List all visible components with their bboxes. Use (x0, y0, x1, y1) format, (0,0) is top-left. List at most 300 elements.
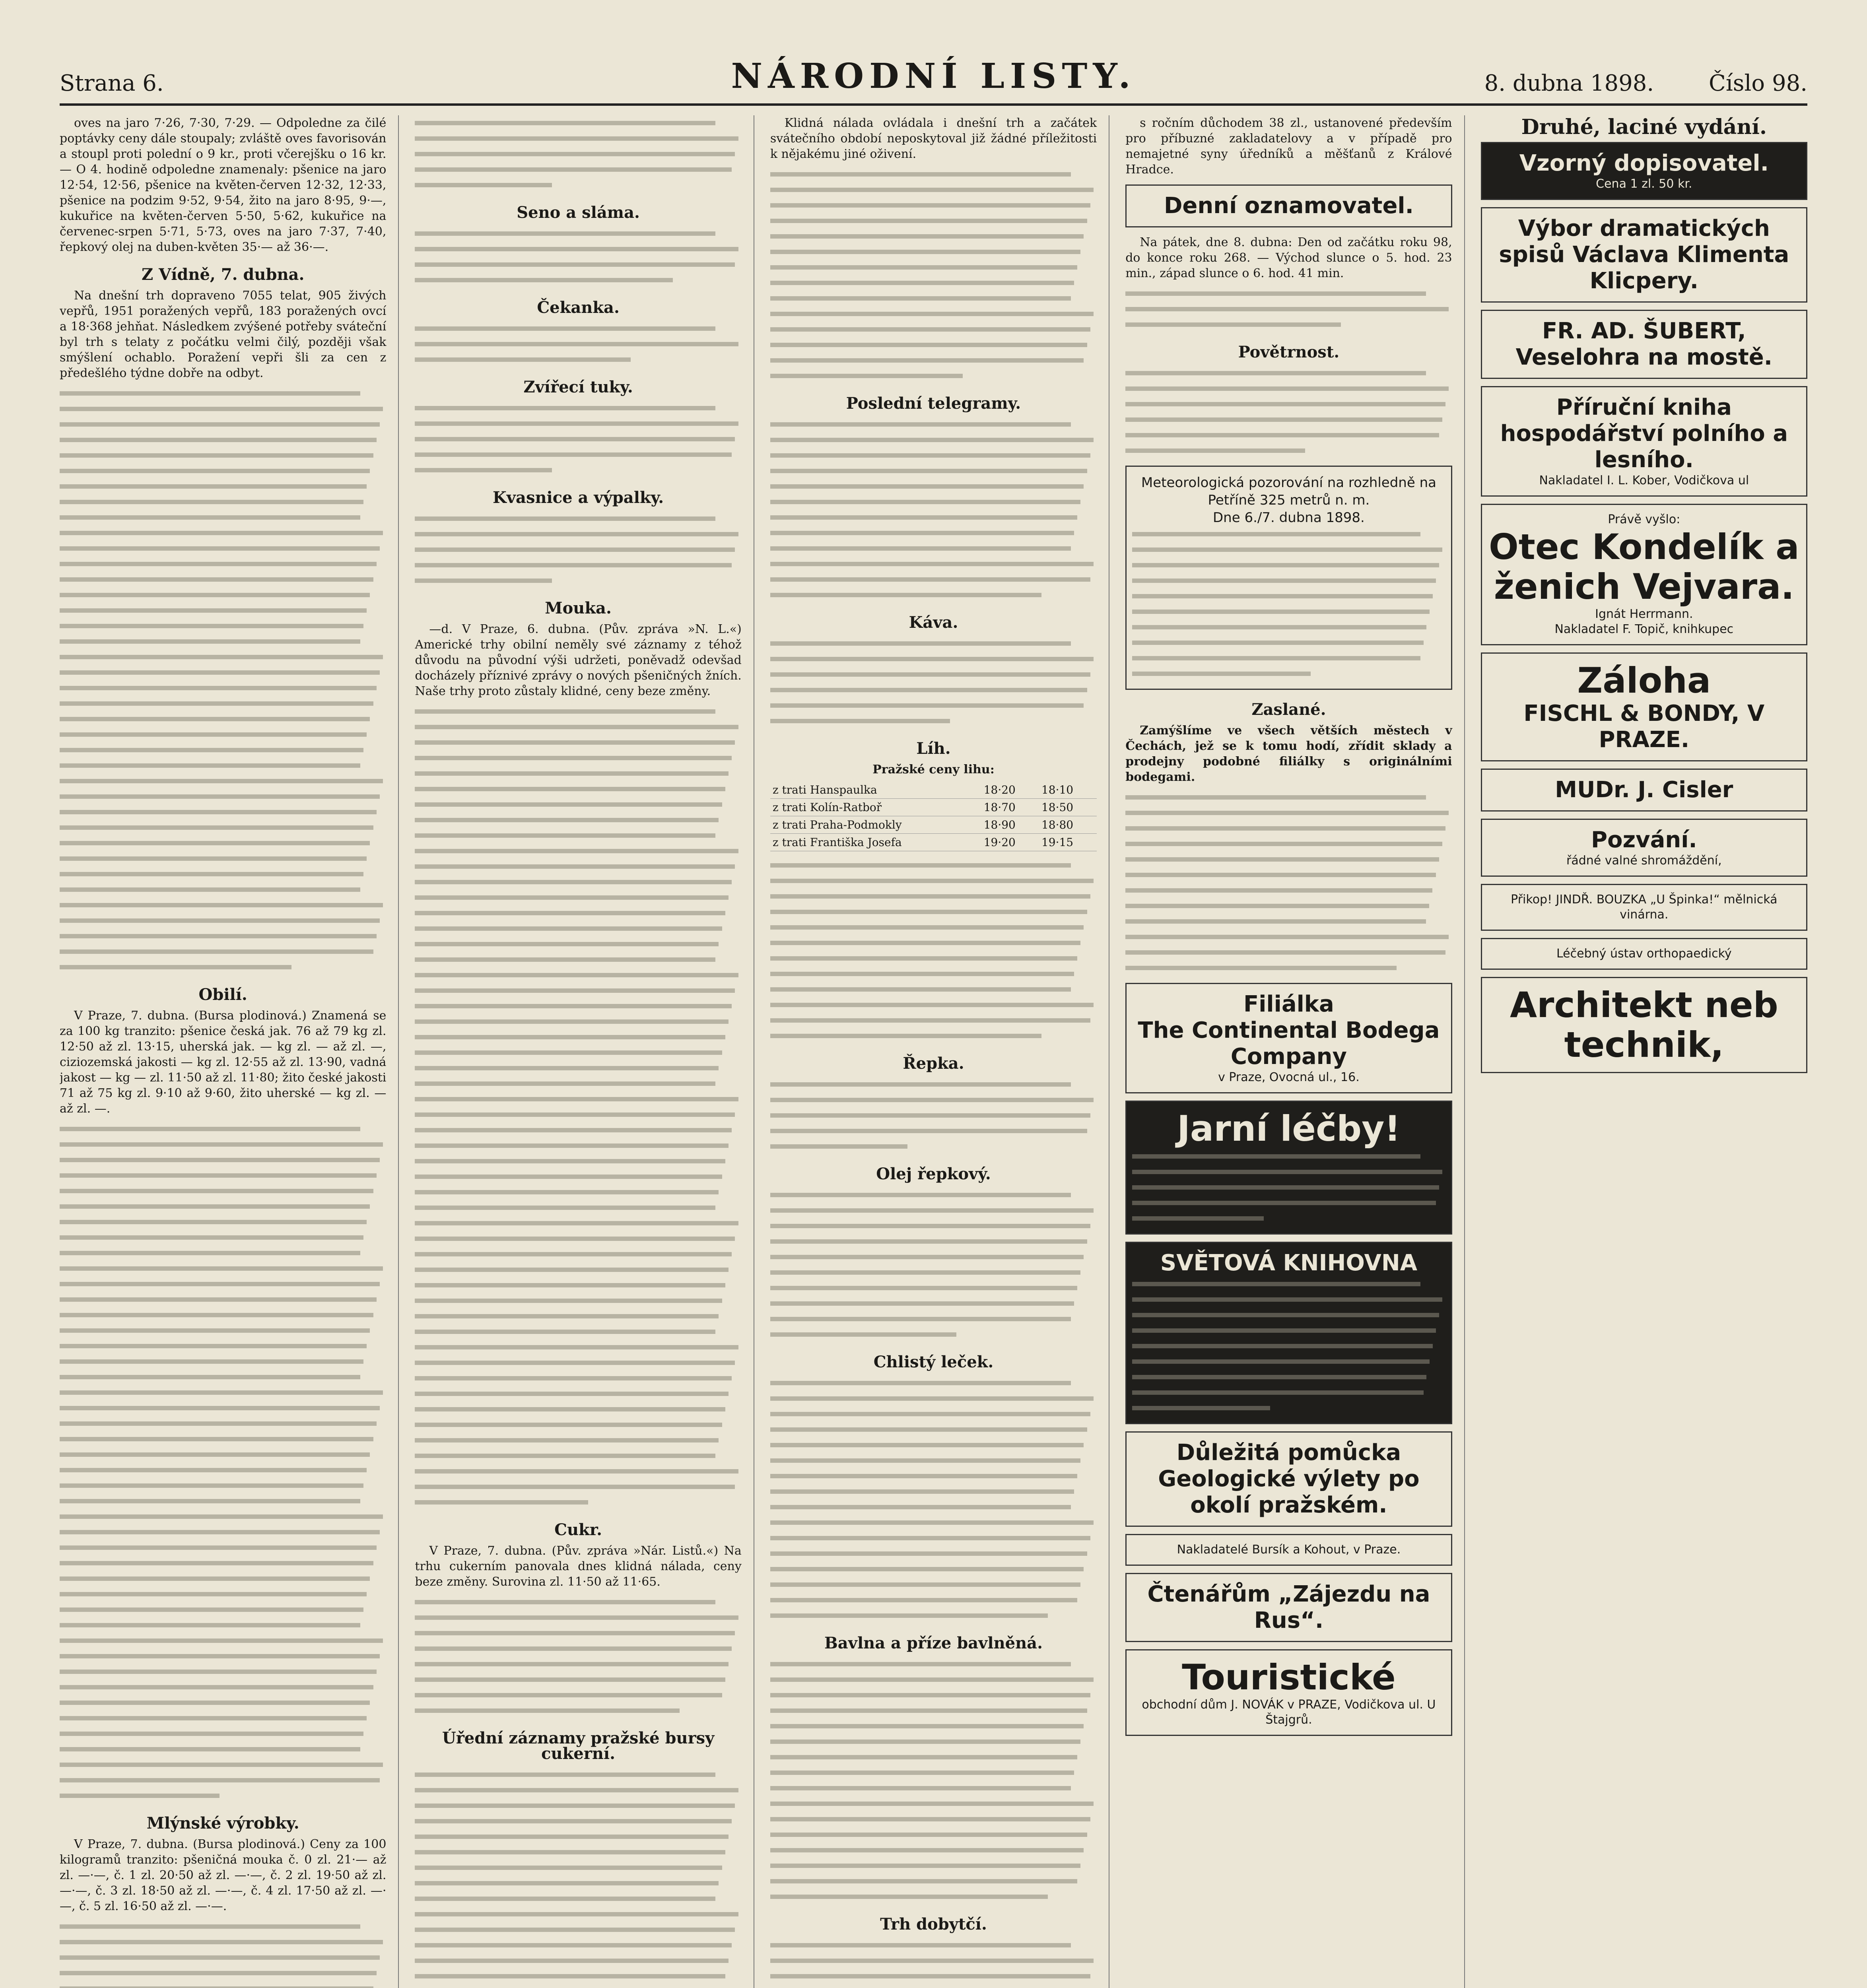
text-line (60, 1230, 386, 1245)
grain-report-paragraph: V Praze, 7. dubna. (Bursa plodinová.) Znamená se za 100 kg tranzito: pšenice česká jak. 76 až 79 kg zl. 12·50 až zl. 13·15, uherská jak. — kg zl. — až zl. —, ciziozemská jakosti — kg zl. 12·55 až zl. 13·90, vadná jakost — kg — zl. 11·50 až zl. 11·80; žito české jakosti 71 až 75 kg zl. 9·10 až 9·60, žito uherské — kg zl. — až zl. —. (60, 1009, 387, 1116)
text-line (1132, 1164, 1445, 1180)
text-line (415, 1340, 741, 1355)
russia-trip-title: Čtenářům „Zájezdu na Rus“. (1147, 1581, 1430, 1633)
text-line (415, 967, 741, 983)
text-line (770, 1406, 1097, 1422)
text-line (415, 843, 741, 859)
text-line (770, 229, 1097, 244)
text-line (60, 1276, 386, 1292)
text-line (60, 1183, 386, 1199)
table-cell: 18·90 (981, 816, 1039, 834)
text-line (770, 463, 1097, 479)
text-line (60, 541, 386, 556)
column-5 (1481, 115, 1807, 1988)
text-line (770, 1391, 1097, 1406)
text-line (60, 1555, 386, 1571)
text-filler (415, 321, 741, 367)
text-line (60, 1168, 386, 1183)
text-line (60, 680, 386, 696)
bodega-ad-address: v Praze, Ovocná ul., 16. (1218, 1070, 1360, 1084)
text-line (415, 1433, 741, 1448)
text-line (415, 1875, 741, 1891)
text-line (770, 1234, 1097, 1249)
text-line (60, 1602, 386, 1617)
text-line (1132, 1354, 1445, 1369)
meteorology-box (1125, 466, 1452, 690)
text-line (770, 1718, 1097, 1734)
text-line (1125, 821, 1452, 836)
text-line (415, 400, 741, 416)
text-line (415, 557, 741, 573)
spirits-price-table (770, 781, 1097, 851)
text-line (770, 1327, 1097, 1342)
text-line (415, 905, 741, 921)
text-line (415, 1625, 741, 1641)
text-line (60, 417, 386, 432)
text-line (770, 1780, 1097, 1796)
text-line (415, 952, 741, 967)
text-line (60, 1788, 386, 1804)
text-line (770, 1203, 1097, 1218)
text-line (770, 873, 1097, 889)
text-line (1125, 427, 1452, 443)
kondelik-author: Ignát Herrmann. (1595, 607, 1693, 621)
text-line (770, 1296, 1097, 1311)
text-line (770, 651, 1097, 667)
text-line (415, 890, 741, 905)
market-report-intro: oves na jaro 7·26, 7·30, 7·29. — Odpoledne za čilé poptávky ceny dále stoupaly; zvláště oves favorisován a stoupl proti polední o 9 kr., proti včerejšku o 16 kr. — O 4. hodině odpoledne znamenaly: pšenice na jaro 12·54, 12·56, pšenice na květen-červen 12·32, 12·33, pšenice na podzim 9·52, 9·54, žito na jaro 8·95, 9·—, kukuřice na květen-červen 5·50, 5·62, kukuřice na červenec-srpen 5·71, 5·73, oves na jaro 7·37, 7·40, řepkový olej na duben-květen 35·— až 36·—. (60, 116, 387, 254)
text-line (1125, 867, 1452, 883)
text-line (770, 904, 1097, 920)
text-line (770, 1734, 1097, 1749)
text-line (1132, 635, 1445, 650)
text-line (415, 1906, 741, 1922)
page-number: Strana 6. (60, 70, 164, 96)
tourist-goods-store: obchodní dům J. NOVÁK v PRAZE, Vodičkova ul. U Štajgrů. (1142, 1698, 1436, 1727)
text-line (60, 1950, 386, 1965)
meteorology-title: Meteorologická pozorování na rozhledně na Petříně 325 metrů n. m. (1141, 475, 1436, 508)
text-line (60, 432, 386, 448)
text-line (415, 1014, 741, 1029)
text-line (415, 936, 741, 952)
text-filler (770, 858, 1097, 1044)
text-line (415, 1169, 741, 1184)
bodega-ad-title: The Continental Bodega Company (1138, 1017, 1440, 1070)
text-filler (1125, 790, 1452, 976)
text-line (1125, 396, 1452, 412)
text-line (60, 618, 386, 634)
text-line (415, 526, 741, 542)
geology-trips-title: Geologické výlety po okolí pražském. (1158, 1466, 1420, 1518)
text-line (770, 1249, 1097, 1265)
subert-ad (1481, 310, 1807, 379)
text-line (60, 479, 386, 494)
text-line (415, 1184, 741, 1200)
text-line (770, 432, 1097, 448)
text-line (60, 1664, 386, 1679)
table-cell: 18·20 (981, 781, 1039, 799)
text-line (415, 1045, 741, 1060)
text-line (770, 1938, 1097, 1953)
text-line (770, 1811, 1097, 1827)
text-line (60, 928, 386, 944)
text-line (770, 1827, 1097, 1842)
daily-notice-paragraph: Na pátek, dne 8. dubna: Den od začátku roku 98, do konce roku 268. — Východ slunce o 5. hod. 23 min., západ slunce o 6. hod. 41 min. (1125, 235, 1452, 280)
text-line (60, 494, 386, 510)
text-line (60, 401, 386, 417)
text-line (60, 1981, 386, 1988)
section-heading-lard: Chlistý leček. (873, 1353, 994, 1371)
text-line (1125, 945, 1452, 960)
text-line (415, 1984, 741, 1988)
column-2 (415, 115, 754, 1988)
section-heading-obili: Obilí. (198, 985, 247, 1004)
text-line (770, 1953, 1097, 1969)
page-header (60, 36, 1807, 106)
text-line (415, 1231, 741, 1246)
wine-bar-ad (1481, 884, 1807, 931)
text-line (415, 1703, 741, 1718)
text-line (415, 1829, 741, 1844)
text-line (415, 1309, 741, 1324)
text-line (415, 352, 741, 367)
text-line (770, 667, 1097, 682)
fischl-bondy-name: FISCHL & BONDY, V PRAZE. (1523, 701, 1765, 753)
text-line (415, 1860, 741, 1875)
text-line (770, 1092, 1097, 1108)
invitation-ad (1481, 819, 1807, 877)
text-line (415, 1891, 741, 1906)
text-line (415, 241, 741, 257)
section-heading-chicory: Čekanka. (537, 298, 620, 317)
text-line (415, 1246, 741, 1262)
text-line (60, 463, 386, 479)
spirits-table-title: Pražské ceny lihu: (872, 763, 995, 777)
section-heading-hay: Seno a sláma. (517, 203, 640, 222)
text-line (60, 758, 386, 773)
text-line (415, 1076, 741, 1091)
text-line (770, 1077, 1097, 1092)
text-filler (1132, 1276, 1445, 1416)
text-line (770, 525, 1097, 541)
text-line (415, 1277, 741, 1293)
text-line (1132, 1400, 1445, 1416)
text-filler (770, 1938, 1097, 1988)
section-heading-telegrams: Poslední telegramy. (846, 394, 1021, 413)
world-library-ad (1125, 1242, 1452, 1424)
klicpera-ad (1481, 207, 1807, 303)
text-line (770, 353, 1097, 368)
text-line (770, 1515, 1097, 1530)
text-line (60, 1121, 386, 1137)
text-line (60, 1137, 386, 1152)
text-line (415, 921, 741, 936)
text-line (770, 1123, 1097, 1139)
table-cell: 19·15 (1039, 834, 1097, 851)
text-line (415, 1687, 741, 1703)
text-line (60, 1509, 386, 1524)
text-line (770, 1703, 1097, 1718)
text-line (770, 1749, 1097, 1765)
text-line (60, 1540, 386, 1555)
orthopedic-title: Léčebný ústav orthopaedický (1556, 947, 1732, 961)
text-line (415, 1479, 741, 1495)
text-line (770, 337, 1097, 353)
text-line (770, 244, 1097, 260)
doctor-cisler-ad (1481, 769, 1807, 812)
text-line (770, 213, 1097, 229)
text-line (415, 1417, 741, 1433)
table-cell: 18·70 (981, 799, 1039, 816)
text-line (1132, 666, 1445, 681)
text-line (770, 448, 1097, 463)
section-heading-sugar-exchange: Úřední záznamy pražské bursy cukerní. (442, 1729, 715, 1763)
invitation-title: Pozvání. (1591, 827, 1697, 853)
section-heading-flour: Mouka. (545, 599, 612, 617)
text-line (60, 1323, 386, 1338)
text-line (1125, 805, 1452, 821)
text-line (60, 1245, 386, 1261)
text-line (60, 1965, 386, 1981)
text-line (1125, 301, 1452, 317)
text-line (60, 1633, 386, 1648)
text-line (1132, 1292, 1445, 1307)
text-line (415, 1386, 741, 1402)
text-line (770, 368, 1097, 384)
text-line (60, 1571, 386, 1586)
text-line (770, 1468, 1097, 1484)
agriculture-handbook-ad (1481, 386, 1807, 497)
text-line (415, 812, 741, 828)
subert-title: FR. AD. ŠUBERT, Veselohra na mostě. (1515, 318, 1772, 370)
text-line (770, 1484, 1097, 1499)
text-line (60, 1478, 386, 1493)
kober-publisher: Nakladatel I. L. Kober, Vodičkova ul (1539, 474, 1749, 487)
text-line (770, 1013, 1097, 1028)
general-meeting-text: řádné valné shromáždění, (1566, 854, 1722, 868)
model-letter-writer-ad (1481, 142, 1807, 200)
text-line (770, 636, 1097, 651)
section-heading-cattle: Trh dobytčí. (880, 1915, 987, 1934)
newspaper-page (60, 36, 1807, 1988)
text-line (770, 1608, 1097, 1623)
text-line (770, 556, 1097, 572)
text-line (770, 1561, 1097, 1577)
text-line (415, 1594, 741, 1610)
text-line (415, 1091, 741, 1107)
text-line (415, 1610, 741, 1625)
column-3 (770, 115, 1109, 1988)
text-line (60, 1617, 386, 1633)
text-filler (60, 386, 386, 975)
doctor-cisler-name: MUDr. J. Cisler (1555, 777, 1733, 803)
text-line (1125, 898, 1452, 914)
text-line (770, 1265, 1097, 1280)
text-line (770, 572, 1097, 587)
text-line (60, 510, 386, 525)
text-line (415, 462, 741, 478)
text-line (770, 682, 1097, 698)
text-line (770, 1672, 1097, 1687)
text-line (770, 1028, 1097, 1044)
text-line (770, 322, 1097, 337)
text-line (415, 431, 741, 447)
table-cell: 18·50 (1039, 799, 1097, 816)
text-line (415, 1464, 741, 1479)
spring-cure-ad (1125, 1101, 1452, 1235)
text-line (415, 1355, 741, 1371)
text-line (415, 1813, 741, 1829)
text-line (415, 1215, 741, 1231)
text-line (415, 1448, 741, 1464)
text-line (415, 1200, 741, 1215)
text-line (770, 1499, 1097, 1515)
text-line (770, 260, 1097, 275)
text-line (1132, 1307, 1445, 1323)
text-line (60, 882, 386, 897)
text-line (770, 1858, 1097, 1873)
meteorology-date: Dne 6./7. dubna 1898. (1213, 510, 1365, 526)
text-filler (1132, 526, 1445, 681)
market-mood-paragraph: Klidná nálada ovládala i dnešní trh a začátek svátečního období neposkytoval již žádné příležitosti k nějakému jiné oživení. (770, 116, 1097, 161)
text-filler (1125, 286, 1452, 332)
text-line (60, 1679, 386, 1695)
text-line (770, 1577, 1097, 1592)
klicpera-title: Výbor dramatických spisů Václava Klimenta Klicpery. (1499, 215, 1789, 294)
text-line (60, 1416, 386, 1431)
text-line (770, 713, 1097, 729)
table-cell: z trati Hanspaulka (770, 781, 981, 799)
text-line (415, 797, 741, 812)
text-line (60, 1726, 386, 1741)
text-filler (770, 1656, 1097, 1905)
text-line (415, 1969, 741, 1984)
text-line (60, 1214, 386, 1230)
text-line (770, 1453, 1097, 1468)
text-line (415, 447, 741, 462)
text-line (770, 275, 1097, 291)
text-line (60, 1261, 386, 1276)
loan-ad (1481, 652, 1807, 761)
text-line (60, 1447, 386, 1462)
text-line (60, 1338, 386, 1354)
text-line (60, 1354, 386, 1369)
text-line (1125, 443, 1452, 458)
text-line (770, 510, 1097, 525)
text-line (770, 479, 1097, 494)
text-line (770, 1984, 1097, 1988)
table-cell: z trati Praha-Podmokly (770, 816, 981, 834)
text-line (415, 750, 741, 766)
section-heading-spirits: Líh. (916, 739, 951, 758)
wine-bar-title: Přikop! JINDŘ. BOUZKA „U Špinka!“ mělnická vinárna. (1511, 893, 1778, 922)
text-line (770, 1592, 1097, 1608)
text-line (1132, 542, 1445, 557)
text-line (770, 1796, 1097, 1811)
text-line (415, 1495, 741, 1510)
table-cell: 18·10 (1039, 781, 1097, 799)
text-line (415, 416, 741, 431)
text-line (415, 1844, 741, 1860)
text-line (415, 146, 741, 162)
text-line (1132, 1323, 1445, 1338)
table-row (770, 781, 1097, 799)
section-heading-rapeseed: Řepka. (903, 1054, 964, 1073)
text-line (60, 1773, 386, 1788)
text-line (415, 1656, 741, 1672)
newspaper-title: NÁRODNÍ LISTY. (731, 56, 1136, 96)
kondelik-title: Otec Kondelík a ženich Vejvara. (1489, 526, 1799, 607)
section-heading-cotton: Bavlna a příze bavlněná. (824, 1634, 1043, 1652)
bodega-ad-subtitle: Filiálka (1243, 991, 1334, 1017)
text-line (415, 272, 741, 288)
text-line (770, 951, 1097, 966)
text-line (1125, 412, 1452, 427)
text-line (770, 541, 1097, 556)
text-line (415, 131, 741, 146)
tourist-goods-ad (1125, 1649, 1452, 1736)
text-line (60, 1307, 386, 1323)
world-library-title: SVĚTOVÁ KNIHOVNA (1160, 1250, 1418, 1276)
text-line (60, 1648, 386, 1664)
text-line (1125, 929, 1452, 945)
topic-publisher: Nakladatel F. Topič, knihkupec (1554, 622, 1734, 636)
flour-report-paragraph: —d. V Praze, 6. dubna. (Pův. zpráva »N. L.«) Americké trhy obilní neměly své záznamy z téhož důvodu na původní výši udržeti, poněvadž odevšad docházely příznivé zprávy o nových pšeničných žních. Naše trhy proto zůstaly klidné, ceny beze změny. (415, 622, 742, 698)
text-line (1132, 604, 1445, 619)
text-line (770, 858, 1097, 873)
table-cell: z trati Františka Josefa (770, 834, 981, 851)
text-line (770, 1139, 1097, 1154)
text-line (415, 1029, 741, 1045)
text-line (60, 1385, 386, 1400)
text-filler (770, 636, 1097, 729)
agriculture-handbook-title: Příruční kniha hospodářství polního a lesního. (1500, 394, 1788, 473)
text-line (60, 1431, 386, 1447)
market-report-paragraph: Na dnešní trh dopraveno 7055 telat, 905 živých vepřů, 1951 poražených vepřů, 183 poražených ovcí a 18·368 jehňat. Následkem zvýšené potřeby sváteční byl trh s telaty z počátku velmi čilý, později však smýšlení ochablo. Poražení vepři šli za cen z předešlého týdne dobře na odbyt. (60, 289, 387, 380)
text-line (770, 198, 1097, 213)
daily-notice-box (1125, 184, 1452, 227)
text-line (60, 897, 386, 913)
text-line (60, 913, 386, 928)
sugar-report-paragraph: V Praze, 7. dubna. (Pův. zpráva »Nár. Listů.«) Na trhu cukerním panovala dnes klidná nálada, ceny beze změny. Surovina zl. 11·50 až 11·65. (415, 1544, 742, 1589)
text-line (1125, 790, 1452, 805)
text-line (415, 859, 741, 874)
section-heading-mills: Mlýnské výrobky. (146, 1814, 299, 1833)
publisher-ad (1125, 1534, 1452, 1566)
text-line (60, 1934, 386, 1950)
text-line (415, 115, 741, 131)
text-filler (770, 1375, 1097, 1623)
text-line (770, 1969, 1097, 1984)
loan-title: Záloha (1577, 660, 1711, 701)
text-filler (415, 1767, 741, 1988)
text-line (415, 735, 741, 750)
text-line (770, 1437, 1097, 1453)
text-line (1132, 619, 1445, 635)
text-line (1132, 1276, 1445, 1292)
text-filler (415, 115, 741, 193)
important-aid-ad (1125, 1431, 1452, 1527)
text-line (770, 982, 1097, 997)
text-line (60, 851, 386, 866)
russia-trip-ad (1125, 1573, 1452, 1642)
spring-cure-title: Jarní léčby! (1177, 1108, 1401, 1149)
text-line (1125, 317, 1452, 332)
text-line (60, 587, 386, 603)
text-line (1125, 836, 1452, 852)
text-filler (415, 704, 741, 1510)
text-line (1132, 557, 1445, 573)
